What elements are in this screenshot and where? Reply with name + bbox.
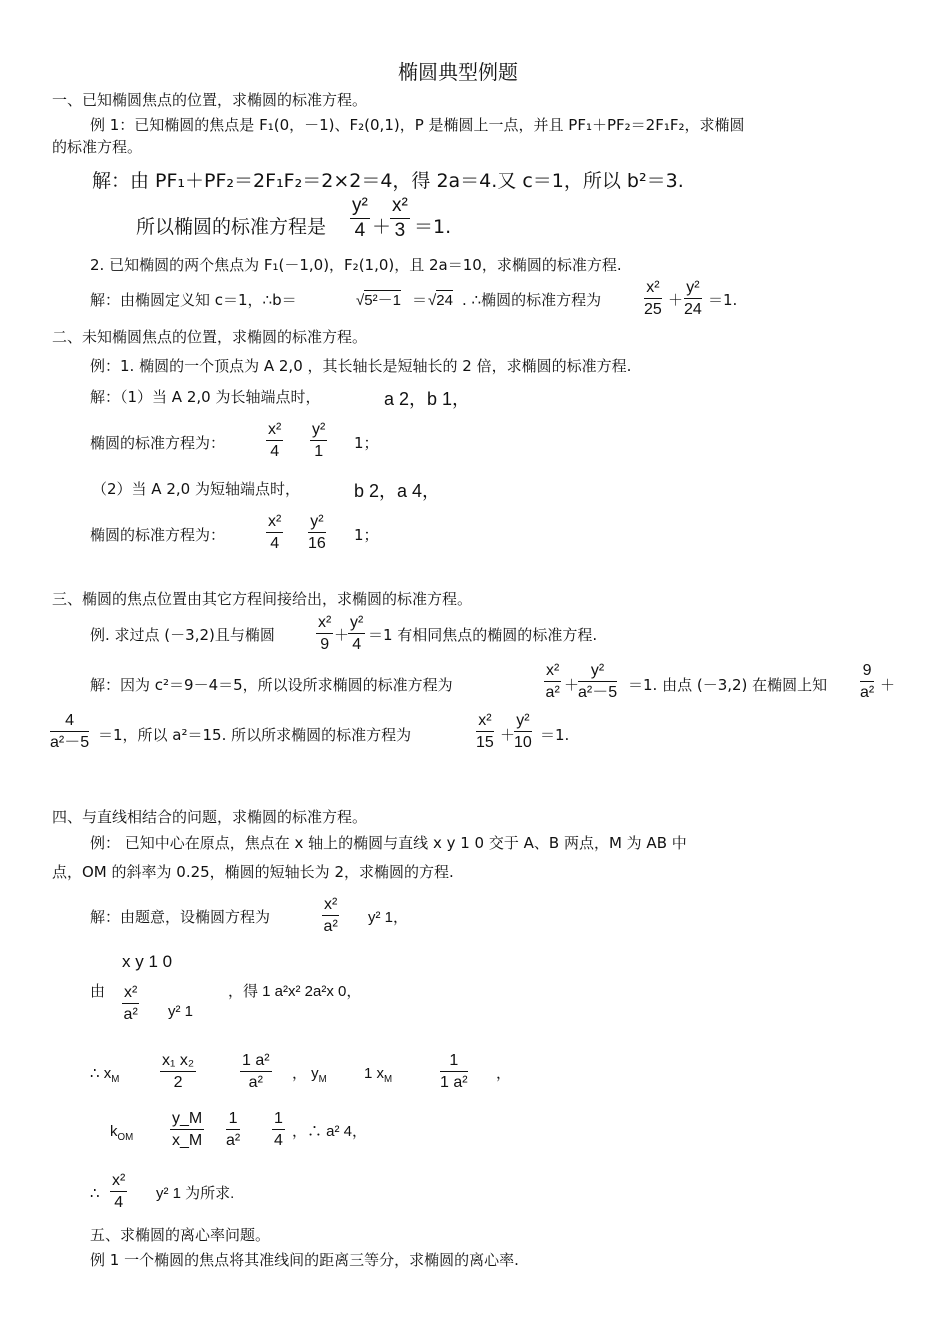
section-2-heading: 二、未知椭圆焦点的位置，求椭圆的标准方程。 <box>52 328 368 346</box>
fraction: $\frac{\text{x²}}{4}$ <box>112 1172 126 1211</box>
equation-label: 椭圆的标准方程为： <box>90 526 226 544</box>
system-line-2: y² 1 <box>168 1003 194 1020</box>
solution-case-2: （2）当 A 2,0 为短轴端点时， <box>92 480 300 498</box>
fraction: $\frac{\text{x²}}{3}$ <box>392 195 408 241</box>
fraction: $\frac{\text{x²}}{\text{a²}}$ <box>323 896 338 935</box>
fraction: $\frac{\text{x²}}{\text{a²}}$ <box>123 984 138 1023</box>
system-result: ，得 1 a²x² 2a²x 0， <box>228 983 362 1000</box>
solution-text-cont: ＝1. 由点 (－3,2) 在椭圆上知 <box>628 676 828 694</box>
case-1-values: a 2，b 1， <box>384 389 471 409</box>
fraction: $\frac{\text{y²}}{24}$ <box>684 279 702 318</box>
fraction: $\frac{\text{x²}}{\text{a²}}$ <box>545 662 560 701</box>
section-5-heading: 五、求椭圆的离心率问题。 <box>90 1226 271 1244</box>
solution-2-text: 解：由椭圆定义知 c＝1，∴b＝ <box>90 291 297 309</box>
system-line-1: x y 1 0 <box>122 952 173 971</box>
solution-text-cont: ＝1，所以 a²＝15. 所以所求椭圆的标准方程为 <box>98 726 412 744</box>
sqrt-expression: √5²－1 <box>356 292 401 309</box>
example-1-text: 例 1：已知椭圆的焦点是 F₁(0，－1)、F₂(0,1)，P 是椭圆上一点，并且 PF₁＋PF₂＝2F₁F₂，求椭圆 <box>90 116 745 134</box>
solution-2-text-cont: . ∴椭圆的标准方程为 <box>462 291 602 309</box>
fraction: $\frac{9}{\text{a²}}$ <box>860 662 875 701</box>
ym-expression: 1 $x_M$ <box>364 1065 393 1085</box>
equation-tail: 1； <box>354 434 379 452</box>
operator: ＋ <box>334 626 350 644</box>
fraction: $\frac{\text{y²}}{1}$ <box>312 421 326 460</box>
operator: ＋ <box>880 676 896 694</box>
example-1-text-cont: 的标准方程。 <box>52 138 143 156</box>
equation-label: 椭圆的标准方程为： <box>90 434 226 452</box>
fraction: $\frac{\text{y²}}{16}$ <box>308 513 326 552</box>
equation-tail: ＝1. <box>708 291 738 309</box>
equation-tail: ＝1. <box>414 216 452 238</box>
fraction: $\frac{\text{y²}}{4}$ <box>352 195 368 241</box>
equation-tail: y² 1， <box>368 909 409 926</box>
final-therefore: ∴ <box>90 1185 100 1202</box>
solution-text: 解：因为 c²＝9－4＝5，所以设所求椭圆的标准方程为 <box>90 676 453 694</box>
section-1-heading: 一、已知椭圆焦点的位置，求椭圆的标准方程。 <box>52 91 368 109</box>
section-3-heading: 三、椭圆的焦点位置由其它方程间接给出，求椭圆的标准方程。 <box>52 590 473 608</box>
sqrt-expression: √24 <box>428 292 453 309</box>
system-label: 由 <box>90 982 106 1000</box>
fraction: $\frac{\text{x²}}{4}$ <box>268 421 282 460</box>
fraction: $\frac{\text{x²}}{25}$ <box>644 279 662 318</box>
case-2-values: b 2，a 4， <box>354 481 441 501</box>
example-text-cont: 点，OM 的斜率为 0.25，椭圆的短轴长为 2，求椭圆的方程. <box>52 863 454 881</box>
example-2-text: 2. 已知椭圆的两个焦点为 F₁(－1,0)，F₂(1,0)，且 2a＝10，求椭圆的标准方程. <box>90 256 622 274</box>
fraction: $\frac{\text{x²}}{9}$ <box>318 614 332 653</box>
example-text: 例 1 一个椭圆的焦点将其准线间的距离三等分，求椭圆的离心率. <box>90 1251 519 1269</box>
fraction: $\frac{4}{\text{a²－5}}$ <box>50 712 90 751</box>
separator: ， <box>496 1064 512 1082</box>
fraction: $\frac{\text{x²}}{15}$ <box>476 712 494 751</box>
fraction: $\frac{\text{y²}}{\text{a²－5}}$ <box>578 662 618 701</box>
fraction: $\frac{1}{\text{a²}}$ <box>226 1110 241 1149</box>
fraction: $\frac{\text{1 a²}}{\text{a²}}$ <box>242 1052 270 1091</box>
solution-case-1: 解：（1）当 A 2,0 为长轴端点时， <box>90 388 321 406</box>
solution-text: 解：由题意，设椭圆方程为 <box>90 908 271 926</box>
equation-tail: 1； <box>354 526 379 544</box>
operator: ＋ <box>372 216 392 238</box>
fraction: $\frac{y\_M}{x\_M}$ <box>172 1110 203 1149</box>
fraction: $\frac{\text{x²}}{4}$ <box>268 513 282 552</box>
operator: ＝ <box>412 291 428 309</box>
operator: ＋ <box>500 726 516 744</box>
fraction: $\frac{\text{x₁ x₂}}{2}$ <box>162 1052 195 1091</box>
final-equation: y² 1 为所求. <box>156 1185 235 1202</box>
equation-tail: ＝1. <box>540 726 570 744</box>
example-text-cont: ＝1 有相同焦点的椭圆的标准方程. <box>368 626 598 644</box>
fraction: $\frac{\text{y²}}{10}$ <box>514 712 532 751</box>
example-text: 例： 已知中心在原点，焦点在 x 轴上的椭圆与直线 x y 1 0 交于 A、B 两点，M 为 AB 中 <box>90 834 687 852</box>
example-text: 例：1. 椭圆的一个顶点为 A 2,0 ，其长轴长是短轴长的 2 倍，求椭圆的标准方程. <box>90 357 632 375</box>
kom-label: $k_{OM}$ <box>110 1123 134 1143</box>
fraction: $\frac{1}{4}$ <box>274 1110 283 1149</box>
example-text: 例. 求过点 (－3,2)且与椭圆 <box>90 626 275 644</box>
xm-label: ∴ $x_M$ <box>90 1065 120 1085</box>
page-title: 椭圆典型例题 <box>398 60 518 84</box>
solution-1-eq-label: 所以椭圆的标准方程是 <box>136 216 327 238</box>
fraction: $\frac{\text{y²}}{4}$ <box>350 614 364 653</box>
solution-1-line: 解：由 PF₁＋PF₂＝2F₁F₂＝2×2＝4，得 2a＝4.又 c＝1，所以 b²＝3. <box>92 170 684 192</box>
section-4-heading: 四、与直线相结合的问题，求椭圆的标准方程。 <box>52 808 368 826</box>
operator: ＋ <box>564 676 580 694</box>
operator: ＋ <box>668 291 684 309</box>
ym-label: ， $y_M$ <box>292 1065 327 1085</box>
kom-result: ，∴ a² 4， <box>292 1123 368 1140</box>
fraction: $\frac{1}{\text{1 a²}}$ <box>440 1052 468 1091</box>
